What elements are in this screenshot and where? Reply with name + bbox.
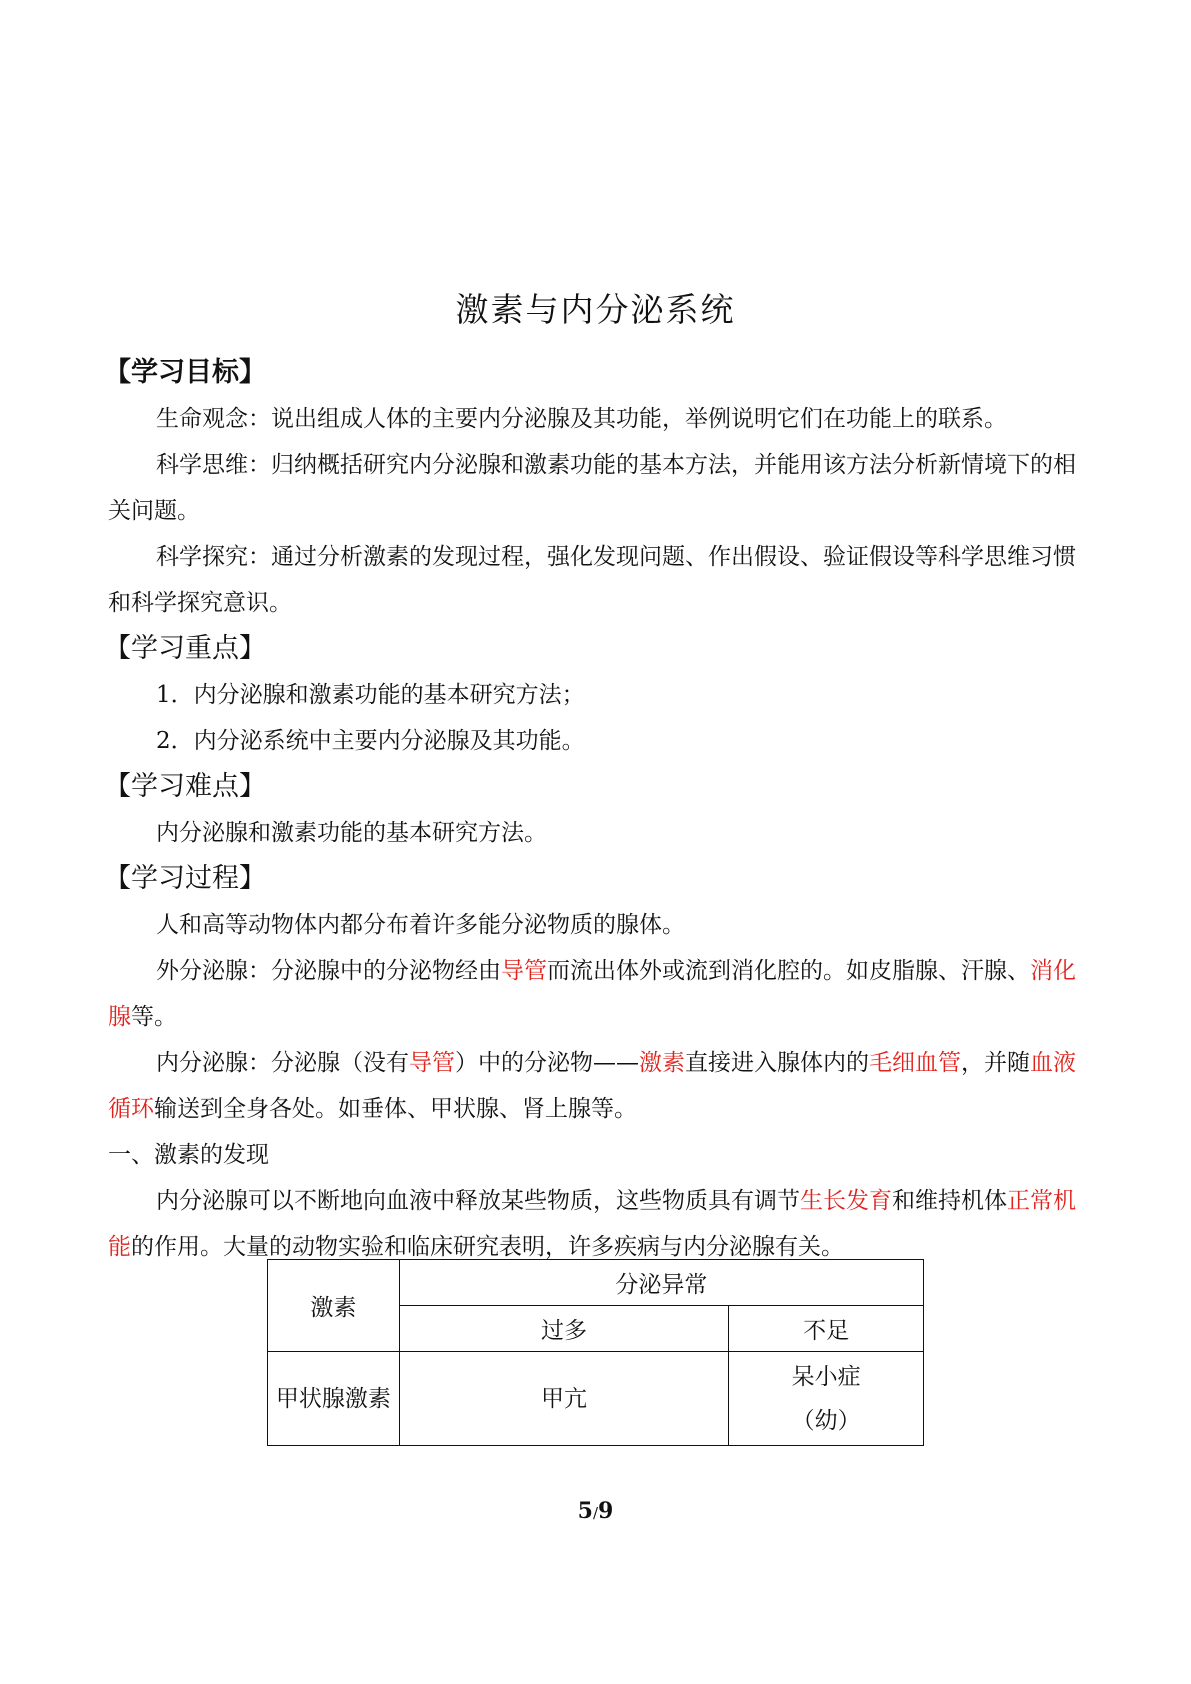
exocrine-text-a: 外分泌腺：分泌腺中的分泌物经由 <box>156 958 501 984</box>
highlight-duct: 导管 <box>501 958 547 984</box>
page-current: 5 <box>577 1498 593 1524</box>
cell-excess: 甲亢 <box>399 1352 728 1446</box>
discovery-text-c: 和维持机体 <box>892 1188 1007 1214</box>
goal-scientific-inquiry: 科学探究：通过分析激素的发现过程，强化发现问题、作出假设、验证假设等科学思维习惯和科学探究意识。 <box>108 544 1076 616</box>
goal-life-concept: 生命观念：说出组成人体的主要内分泌腺及其功能，举例说明它们在功能上的联系。 <box>156 406 1007 432</box>
exocrine-text-e: 等。 <box>131 1004 177 1030</box>
endocrine-text-c: ）中的分泌物—— <box>455 1050 639 1076</box>
hormone-table <box>267 1259 924 1446</box>
exocrine-paragraph <box>108 948 1088 1040</box>
highlight-blood-circulation: 血液循环 <box>108 1050 1076 1122</box>
goal-scientific-thinking: 科学思维：归纳概括研究内分泌腺和激素功能的基本方法，并能用该方法分析新情境下的相关问题。 <box>108 452 1076 524</box>
page-separator: / <box>592 1504 599 1522</box>
header-deficiency: 不足 <box>729 1306 924 1352</box>
page-total: 9 <box>598 1498 614 1524</box>
document-body <box>104 350 1088 1270</box>
process-intro: 人和高等动物体内都分布着许多能分泌物质的腺体。 <box>156 912 685 938</box>
highlight-normal-function: 正常机能 <box>108 1188 1076 1260</box>
difficulty-text: 内分泌腺和激素功能的基本研究方法。 <box>156 820 547 846</box>
highlight-growth: 生长发育 <box>800 1188 892 1214</box>
table-row <box>268 1352 924 1446</box>
endocrine-text-g: ，并随 <box>961 1050 1030 1076</box>
highlight-digestive-gland: 消化腺 <box>108 958 1076 1030</box>
section-heading-discovery: 一、激素的发现 <box>108 1142 269 1168</box>
cell-deficiency <box>729 1352 924 1446</box>
heading-key-points: 【学习重点】 <box>104 633 266 664</box>
endocrine-paragraph <box>108 1040 1088 1132</box>
endocrine-text-i: 输送到全身各处。如垂体、甲状腺、肾上腺等。 <box>154 1096 637 1122</box>
header-excess: 过多 <box>399 1306 728 1352</box>
table-header-row <box>268 1260 924 1306</box>
endocrine-text-a: 内分泌腺：分泌腺（没有 <box>156 1050 409 1076</box>
highlight-hormone: 激素 <box>639 1050 685 1076</box>
cell-deficiency-line-1: 呆小症 <box>791 1363 861 1390</box>
heading-learning-goals: 【学习目标】 <box>104 357 266 388</box>
discovery-text-e: 的作用。大量的动物实验和临床研究表明，许多疾病与内分泌腺有关。 <box>131 1234 844 1260</box>
cell-hormone: 甲状腺激素 <box>268 1352 400 1446</box>
cell-deficiency-line-2: （幼） <box>791 1407 861 1434</box>
heading-difficulty: 【学习难点】 <box>104 771 266 802</box>
document-title: 激素与内分泌系统 <box>455 290 736 329</box>
key-point-1: 1．内分泌腺和激素功能的基本研究方法； <box>156 682 585 708</box>
header-hormone: 激素 <box>268 1260 400 1352</box>
highlight-duct-2: 导管 <box>409 1050 455 1076</box>
exocrine-text-c: 而流出体外或流到消化腔的。如皮脂腺、汗腺、 <box>547 958 1030 984</box>
highlight-capillary: 毛细血管 <box>869 1050 961 1076</box>
key-point-2: 2．内分泌系统中主要内分泌腺及其功能。 <box>156 728 585 754</box>
page-number <box>0 1498 1191 1524</box>
header-abnormal-secretion: 分泌异常 <box>399 1260 923 1306</box>
endocrine-text-e: 直接进入腺体内的 <box>685 1050 869 1076</box>
discovery-text-a: 内分泌腺可以不断地向血液中释放某些物质，这些物质具有调节 <box>156 1188 800 1214</box>
discovery-paragraph <box>108 1178 1088 1270</box>
heading-learning-process: 【学习过程】 <box>104 863 266 894</box>
